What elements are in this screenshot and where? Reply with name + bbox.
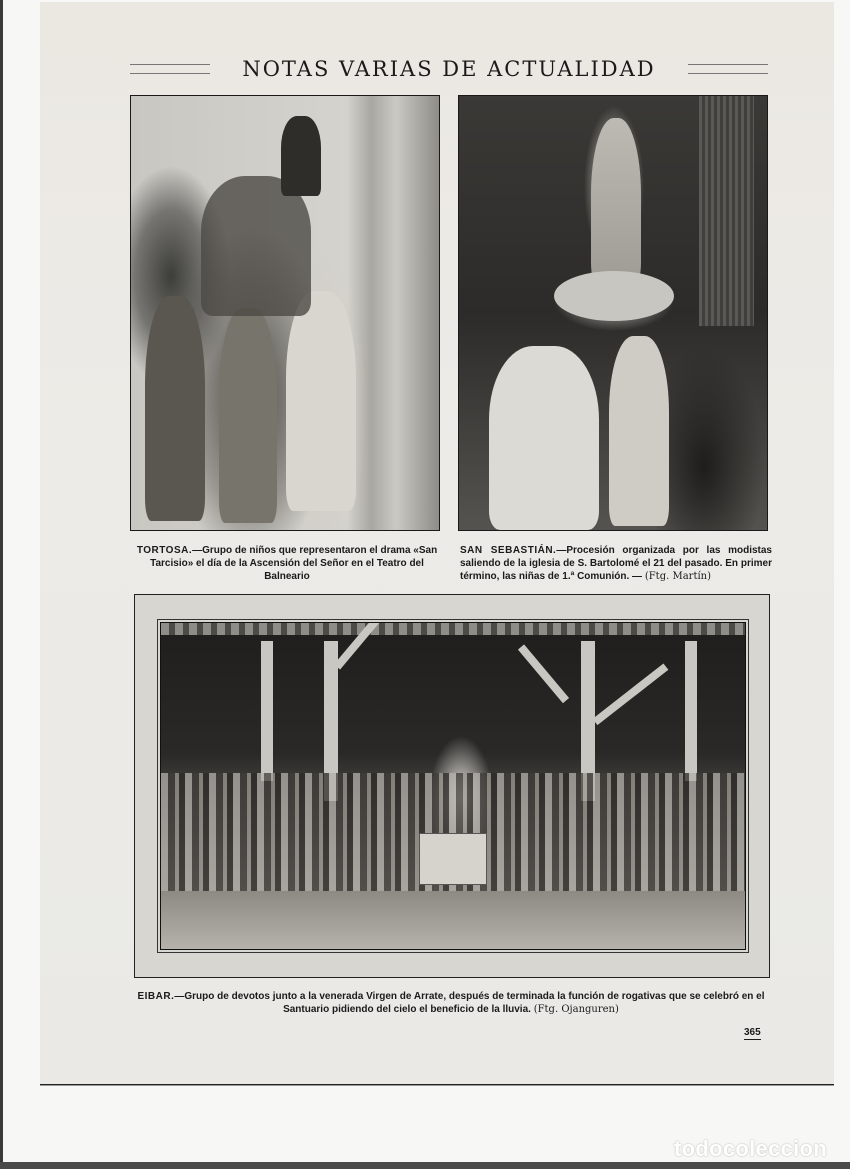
- watermark-logo: todocoleccion: [674, 1136, 828, 1161]
- wooden-post: [261, 641, 273, 781]
- header-rule-right: [688, 64, 768, 74]
- wooden-post: [685, 641, 697, 781]
- photo-san-sebastian: [458, 95, 768, 531]
- brace: [518, 644, 569, 703]
- altar: [419, 833, 487, 885]
- saint-statue: [591, 118, 641, 288]
- scan-edge: [0, 0, 3, 1169]
- scan-edge-bottom: [0, 1162, 850, 1169]
- photo-tortosa: [130, 95, 440, 531]
- flower-arrangement: [554, 271, 674, 321]
- caption-eibar: EIBAR.—Grupo de devotos junto a la venerada Virgen de Arrate, después de terminada la función de rogativas que se celebró en el Santuario pidiendo del cielo el beneficio de la lluvia. (Ftg. Ojanguren): [137, 991, 765, 1015]
- figure-group-back: [201, 176, 311, 316]
- header-rule-left: [130, 64, 210, 74]
- roof-tiles: [161, 623, 745, 635]
- figure-boy-white-robe: [286, 291, 356, 511]
- caption-tortosa: TORTOSA.—Grupo de niños que representaron el drama «San Tarcisio» el día de la Ascensión del Señor en el Teatro del Balneario: [136, 545, 438, 582]
- page-number: 365: [744, 1027, 761, 1038]
- girl-first-communion: [489, 346, 599, 530]
- page-title: NOTAS VARIAS DE ACTUALIDAD: [242, 57, 656, 81]
- column: [699, 96, 754, 326]
- brace: [593, 663, 669, 725]
- figure-boy-top: [281, 116, 321, 196]
- figure-boy: [219, 308, 277, 523]
- figure-boy: [145, 296, 205, 521]
- page-header: [130, 53, 768, 85]
- photo-eibar: [160, 622, 746, 950]
- caption-san-sebastian: SAN SEBASTIÁN.—Procesión organizada por las modistas saliendo de la iglesia de S. Bartolomé el 21 del pasado. En primer término, las niñas de 1.ª Comunión. — (Ftg. Martín): [460, 545, 772, 582]
- girl-first-communion: [609, 336, 669, 526]
- ground: [161, 891, 745, 949]
